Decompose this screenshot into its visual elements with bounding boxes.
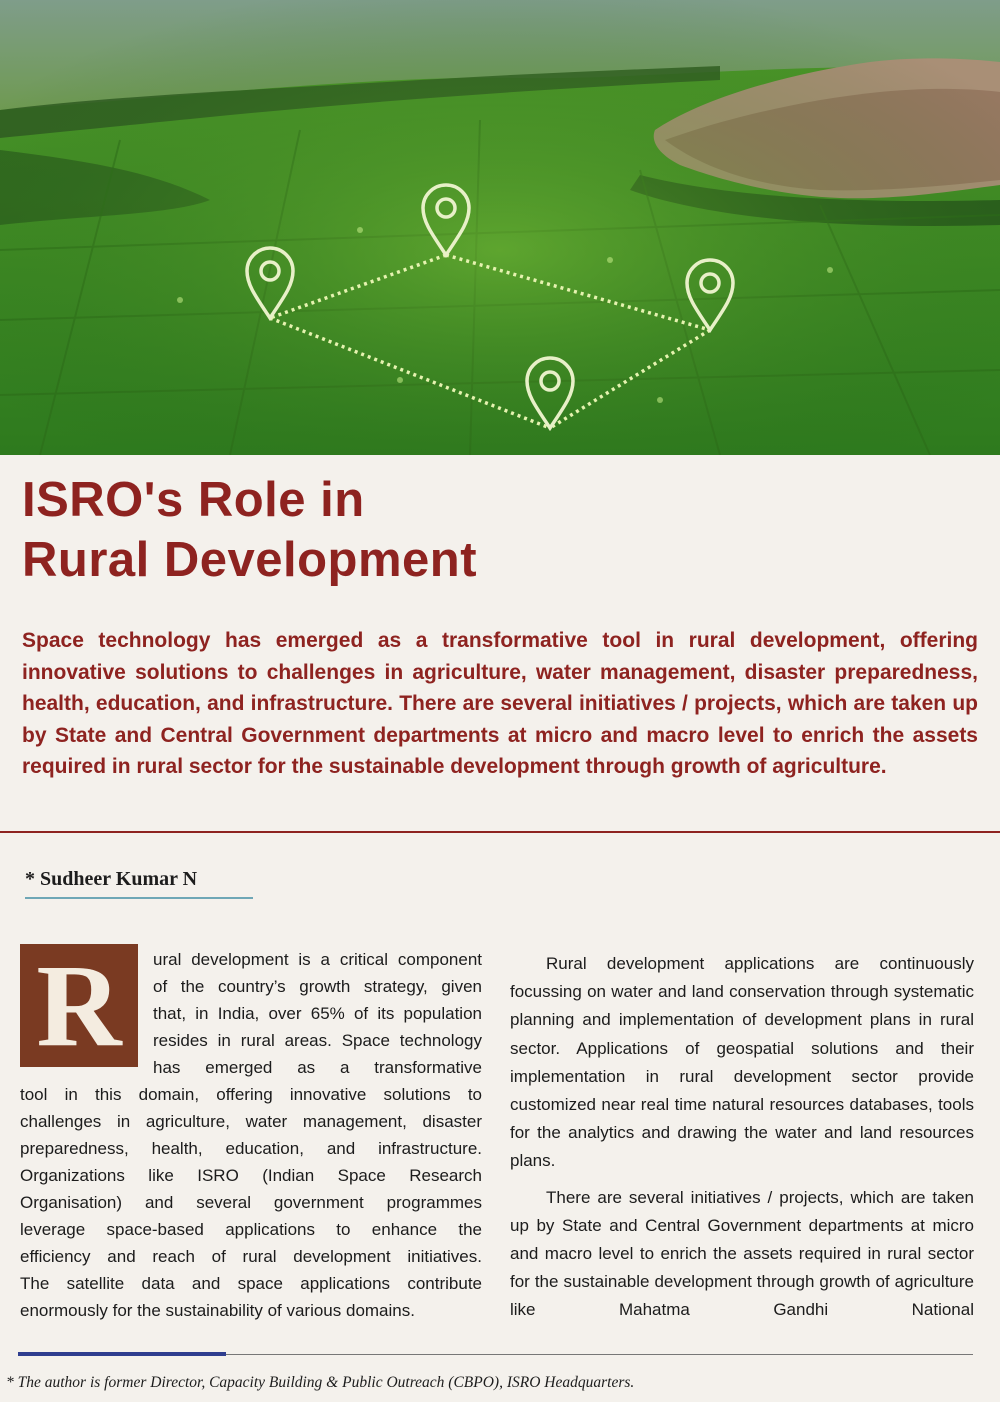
body-line: has emerged as a transformative [153,1058,482,1077]
intro-summary: Space technology has emerged as a transformative tool in rural development, offering innovative solutions to challenges in agriculture, water management, disaster preparedness, health, education, and infrastructure. There are several initiatives / projects, which are taken up by State and Central Government departments at micro and macro level to enrich the assets required in rural sector for the sustainable development through growth of agriculture. [22,629,978,778]
title-line-1: ISRO's Role in [22,473,365,527]
body-line: ural development is a critical component [153,950,482,969]
body-line: preparedness, health, education, and infrastructure. [20,1139,482,1158]
drop-cap: R [20,944,138,1067]
author-byline: * Sudheer Kumar N [25,868,253,899]
body-line: of the country’s growth strategy, given [153,977,482,996]
footer-accent-bar [18,1352,226,1356]
body-paragraph: Rural development applications are continuously focussing on water and land conservation through systematic planning and implementation of development plans in rural sector. Applications of geospatial solutions and their implementation in rural development sector provide customized near real time natural resources databases, tools for the analytics and drawing the water and land resources plans. [510,954,974,1171]
article-title [22,470,477,590]
hero-image [0,0,1000,455]
body-line: resides in rural areas. Space technology [153,1031,482,1050]
body-line: Organizations like ISRO (Indian Space Research [20,1166,482,1185]
title-line-2: Rural Development [22,533,478,587]
body-line: challenges in agriculture, water management, disaster [20,1112,482,1131]
body-column-left [20,946,482,1324]
body-paragraph: There are several initiatives / projects, which are taken up by State and Central Government departments at micro and macro level to enrich the assets required in rural sector for the sustainable development through growth of agriculture like Mahatma Gandhi National [510,1187,974,1320]
body-line: tool in this domain, offering innovative solutions to [20,1085,482,1104]
author-footnote: * The author is former Director, Capacity Building & Public Outreach (CBPO), ISRO Headquarters. [6,1374,635,1391]
section-divider [0,831,1000,833]
body-line: The satellite data and space applications contribute [20,1274,482,1293]
body-line: that, in India, over 65% of its population [153,1004,482,1023]
body-line: Organisation) and several government programmes [20,1193,482,1212]
body-column-right [510,950,974,1333]
body-line: enormously for the sustainability of various domains. [20,1301,415,1320]
body-line: efficiency and reach of rural development initiatives. [20,1247,482,1266]
body-line: leverage space-based applications to enhance the [20,1220,482,1239]
